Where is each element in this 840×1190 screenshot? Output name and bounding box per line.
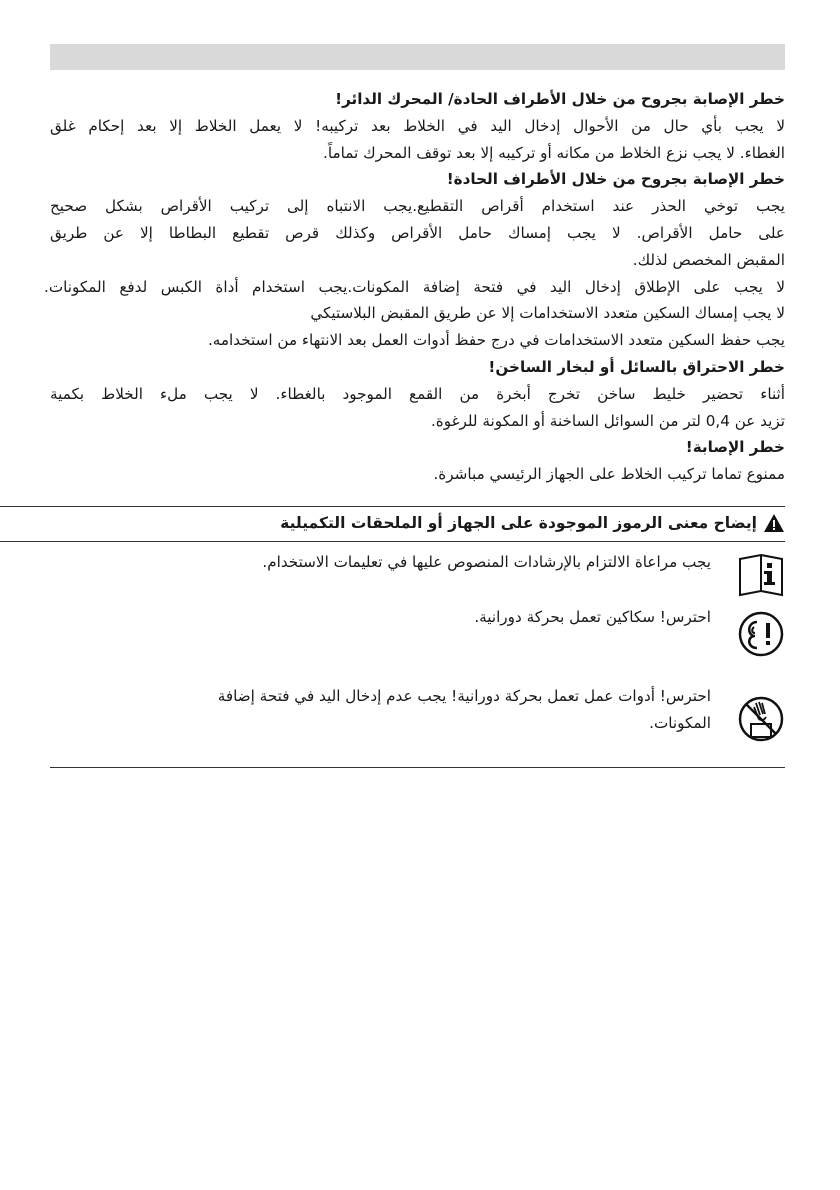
symbol-text-no-hand [60, 683, 711, 737]
no-hand-in-feed-tube-icon [737, 695, 785, 743]
warning-text: لا يجب بأي حال من الأحوال إدخال اليد في الخلاط بعد تركيبه! لا يعمل الخلاط إلا بعد إحكام غلق [50, 116, 785, 135]
symbol-text-blades: احترس! سكاكين تعمل بحركة دورانية. [474, 608, 711, 626]
symbol-text-manual: يجب مراعاة الالتزام بالإرشادات المنصوص عليها في تعليمات الاستخدام. [262, 553, 711, 571]
warning-heading-burn: خطر الاحتراق بالسائل أو لبخار الساخن! [488, 357, 785, 376]
divider [50, 767, 785, 768]
warning-text: الغطاء. لا يجب نزع الخلاط من مكانه أو تركيبه إلا بعد توقف المحرك تماماً. [323, 143, 785, 162]
warning-text: يجب توخي الحذر عند استخدام أقراص التقطيع.يجب الانتباه إلى تركيب الأقراص بشكل صحيح [50, 197, 785, 216]
warning-heading-injury: خطر الإصابة! [685, 438, 785, 457]
warning-text: لا يجب على الإطلاق إدخال اليد في فتحة إضافة المكونات.يجب استخدام أداة الكبس لدفع المكونات. [44, 277, 785, 296]
warning-text: أثناء تحضير خليط ساخن تخرج أبخرة من القمع الموجود بالغطاء. لا يجب ملء الخلاط بكمية [50, 384, 785, 403]
rotating-blades-warning-icon [737, 610, 785, 658]
warning-text: يجب حفظ السكين متعدد الاستخدامات في درج حفظ أدوات العمل بعد الانتهاء من استخدامه. [207, 331, 785, 350]
symbols-section-title [50, 508, 785, 538]
symbol-row-no-hand [60, 683, 785, 753]
warning-triangle-icon [763, 513, 785, 533]
warning-text: المقبض المخصص لذلك. [632, 250, 785, 269]
warning-text: تزيد عن 0,4 لتر من السوائل الساخنة أو المكونة للرغوة. [430, 411, 785, 430]
warning-text: على حامل الأقراص. لا يجب إمساك حامل الأقراص وكذلك قرص تقطيع البطاطا إلا عن طريق [50, 223, 785, 242]
warning-text: ممنوع تماما تركيب الخلاط على الجهاز الرئيسي مباشرة. [433, 465, 785, 484]
symbol-row-manual [60, 549, 785, 605]
warning-heading-sharp-edges: خطر الإصابة بجروح من خلال الأطراف الحادة! [446, 170, 785, 189]
symbol-row-blades [60, 604, 785, 660]
manual-info-icon [737, 551, 785, 599]
warning-heading-sharp-edges-motor: خطر الإصابة بجروح من خلال الأطراف الحادة/ المحرك الدائر! [335, 90, 785, 108]
symbol-text-no-hand-line1: احترس! أدوات عمل تعمل بحركة دورانية! يجب عدم إدخال اليد في فتحة إضافة [217, 687, 711, 705]
warning-text: لا يجب إمساك السكين متعدد الاستخدامات إلا عن طريق المقبض البلاستيكي [310, 304, 785, 323]
header-bar [50, 44, 785, 70]
symbol-text-no-hand-line2: المكونات. [649, 714, 711, 732]
divider [0, 506, 785, 507]
safety-warnings [44, 86, 785, 488]
symbols-title-text: إيضاح معنى الرموز الموجودة على الجهاز أو الملحقات التكميلية [280, 514, 757, 532]
divider [0, 541, 785, 542]
